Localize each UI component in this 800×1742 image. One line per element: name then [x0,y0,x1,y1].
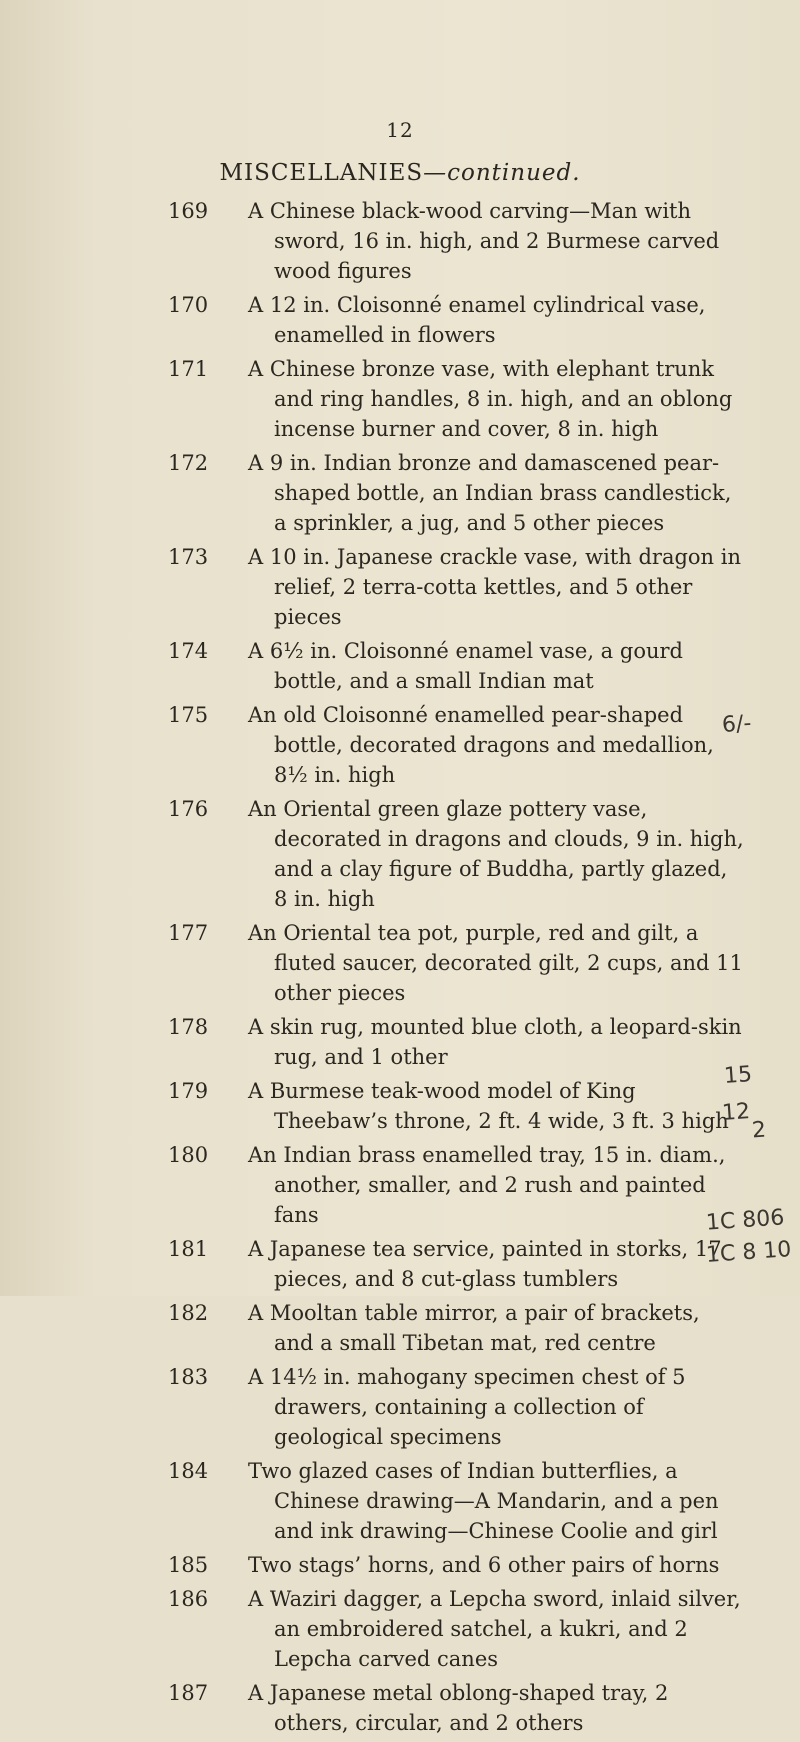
lot-item [0,1550,800,1580]
lot-number: 179 [168,1079,209,1103]
lot-number: 178 [168,1015,209,1039]
lot-item [0,542,800,632]
lot-description: A Japanese metal oblong-shaped tray, 2 others, circular, and 2 others [248,1681,669,1735]
handwritten-note-182: 15 [723,1062,753,1089]
lot-description: A Japanese tea service, painted in storks, 17 pieces, and 8 cut-glass tumblers [248,1237,722,1291]
lot-description: A 6½ in. Cloisonné enamel vase, a gourd bottle, and a small Indian mat [248,639,683,693]
lot-item [0,918,800,1008]
lot-description: Two stags’ horns, and 6 other pairs of horns [248,1553,720,1577]
lot-item [0,1012,800,1072]
lot-description: A Mooltan table mirror, a pair of brackets, and a small Tibetan mat, red centre [248,1301,700,1355]
lot-item [0,700,800,790]
page-number: 12 [386,118,414,142]
handwritten-note-176: 6/- [721,711,753,738]
lot-item [0,354,800,444]
lot-number: 169 [168,199,209,223]
lot-number: 183 [168,1365,209,1389]
lot-description: A 10 in. Japanese crackle vase, with dragon in relief, 2 terra-cotta kettles, and 5 other pieces [248,545,741,629]
lot-description: Two glazed cases of Indian butterflies, a Chinese drawing—A Mandarin, and a pen and ink drawing—Chinese Coolie and girl [248,1459,719,1543]
lot-item [0,448,800,538]
lot-item [0,794,800,914]
lot-description: A 9 in. Indian bronze and damascened pear-shaped bottle, an Indian brass candlestick, a sprinkler, a jug, and 5 other pieces [248,451,732,535]
handwritten-note-183b: 2 [751,1117,767,1144]
lot-description: An old Cloisonné enamelled pear-shaped bottle, decorated dragons and medallion, 8½ in. high [248,703,714,787]
handwritten-note-187: 1C 8 10 [705,1237,793,1268]
lot-item [0,1076,800,1136]
lot-number: 181 [168,1237,209,1261]
section-header [0,160,800,186]
lot-number: 187 [168,1681,209,1705]
lot-number: 170 [168,293,209,317]
lot-list [0,196,800,1742]
handwritten-note-183: 12 [721,1099,751,1126]
lot-description: A Waziri dagger, a Lepcha sword, inlaid silver, an embroidered satchel, a kukri, and 2 Lepcha carved canes [248,1587,741,1671]
lot-number: 173 [168,545,209,569]
lot-description: A Burmese teak-wood model of King Theebaw’s throne, 2 ft. 4 wide, 3 ft. 3 high [248,1079,729,1133]
lot-number: 177 [168,921,209,945]
lot-number: 174 [168,639,209,663]
section-title: MISCELLANIES [219,160,424,186]
lot-number: 172 [168,451,209,475]
lot-item [0,1456,800,1546]
lot-number: 176 [168,797,209,821]
lot-description: A 12 in. Cloisonné enamel cylindrical vase, enamelled in flowers [248,293,706,347]
lot-item [0,1234,800,1294]
lot-number: 180 [168,1143,209,1167]
lot-item [0,1140,800,1230]
lot-description: An Oriental tea pot, purple, red and gilt, a fluted saucer, decorated gilt, 2 cups, and 11 other pieces [248,921,743,1005]
lot-number: 186 [168,1587,209,1611]
lot-number: 185 [168,1553,209,1577]
lot-description: A Chinese black-wood carving—Man with sword, 16 in. high, and 2 Burmese carved wood figures [248,199,720,283]
lot-item [0,1362,800,1452]
lot-description: A skin rug, mounted blue cloth, a leopard-skin rug, and 1 other [248,1015,742,1069]
section-continued: —continued. [423,160,581,186]
lot-description: A Chinese bronze vase, with elephant trunk and ring handles, 8 in. high, and an oblong incense burner and cover, 8 in. high [248,357,733,441]
lot-number: 175 [168,703,209,727]
lot-description: An Indian brass enamelled tray, 15 in. diam., another, smaller, and 2 rush and painted fans [248,1143,726,1227]
lot-item [0,1678,800,1738]
lot-description: A 14½ in. mahogany specimen chest of 5 drawers, containing a collection of geological specimens [248,1365,686,1449]
lot-number: 182 [168,1301,209,1325]
lot-number: 171 [168,357,209,381]
lot-item [0,290,800,350]
lot-description: An Oriental green glaze pottery vase, decorated in dragons and clouds, 9 in. high, and a clay figure of Buddha, partly glazed, 8 in. high [248,797,744,911]
lot-item [0,1584,800,1674]
lot-number: 184 [168,1459,209,1483]
lot-item [0,1298,800,1358]
lot-item [0,636,800,696]
handwritten-note-186: 1C 806 [705,1205,786,1236]
lot-item [0,196,800,286]
